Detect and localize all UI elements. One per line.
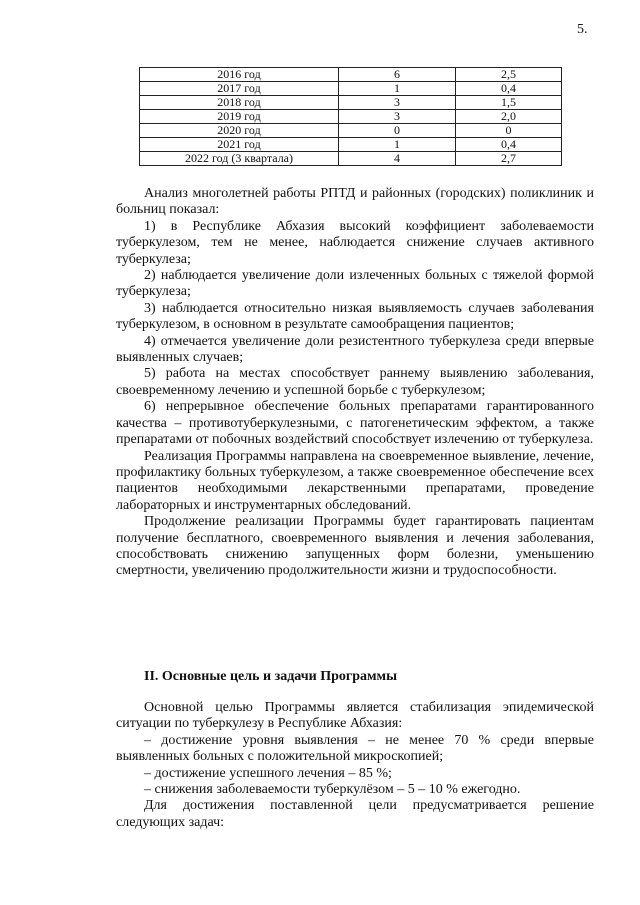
paragraph-tasks: Для достижения поставленной цели предусматривается решение следующих задач: xyxy=(116,798,594,830)
table-cell-count: 4 xyxy=(339,152,456,166)
paragraph-goal-1: – достижение уровня выявления – не менее 70 % среди впервые выявленных больных с положительной микроскопией; xyxy=(116,732,594,765)
table-cell-rate: 2,7 xyxy=(456,152,562,166)
statistics-table xyxy=(139,67,562,166)
table-cell-year: 2017 год xyxy=(140,82,339,96)
table-row xyxy=(140,96,562,110)
section-heading: II. Основные цель и задачи Программы xyxy=(144,669,398,684)
table-cell-year: 2016 год xyxy=(140,68,339,82)
paragraph-item-4: 4) отмечается увеличение доли резистентного туберкулеза среди впервые выявленных случаев; xyxy=(116,333,594,366)
section-2 xyxy=(116,669,594,685)
table-cell-rate: 0,4 xyxy=(456,138,562,152)
table-cell-count: 1 xyxy=(339,82,456,96)
table-cell-year: 2022 год (3 квартала) xyxy=(140,152,339,166)
table-row xyxy=(140,82,562,96)
paragraph-realization: Реализация Программы направлена на своевременное выявление, лечение, профилактику больных туберкулезом, а также своевременное обеспечение всех пациентов необходимыми лекарственными препаратами, проведение лабораторных и инструментарных обследований. xyxy=(116,448,594,513)
table-cell-count: 3 xyxy=(339,110,456,124)
goals-section xyxy=(116,700,594,831)
paragraph-goal-2: – достижение успешного лечения – 85 %; xyxy=(144,765,392,781)
table-cell-count: 3 xyxy=(339,96,456,110)
table-cell-rate: 0 xyxy=(456,124,562,138)
paragraph-continuation: Продолжение реализации Программы будет гарантировать пациентам получение бесплатного, своевременного выявления и лечения заболевания, способствовать снижению запущенных форм болезни, уменьшению смертности, увеличению продолжительности жизни и трудоспособности. xyxy=(116,514,594,579)
page-number: 5. xyxy=(577,22,588,37)
table-cell-year: 2018 год xyxy=(140,96,339,110)
paragraph-item-2: 2) наблюдается увеличение доли излеченных больных с тяжелой формой туберкулеза; xyxy=(116,268,594,300)
paragraph-item-1: 1) в Республике Абхазия высокий коэффициент заболеваемости туберкулезом, тем не менее, наблюдается снижение случаев активного туберкулеза; xyxy=(116,218,594,267)
paragraph-item-6: 6) непрерывное обеспечение больных препаратами гарантированного качества – противотуберкулезными, с патогенетическим эффектом, а также препаратами от побочных воздействий способствует излечению от туберкулеза. xyxy=(116,399,594,448)
table-cell-year: 2020 год xyxy=(140,124,339,138)
table-cell-count: 0 xyxy=(339,124,456,138)
paragraph-item-5: 5) работа на местах способствует раннему выявлению заболевания, своевременному лечению и успешной борьбе с туберкулезом; xyxy=(116,366,594,398)
paragraph-goal: Основной целью Программы является стабилизация эпидемической ситуации по туберкулезу в Республике Абхазия: xyxy=(116,700,594,732)
table-row xyxy=(140,152,562,166)
table-cell-count: 6 xyxy=(339,68,456,82)
paragraph-goal-3: – снижения заболеваемости туберкулёзом – 5 – 10 % ежегодно. xyxy=(144,782,521,798)
table-cell-rate: 2,5 xyxy=(456,68,562,82)
table-cell-rate: 2,0 xyxy=(456,110,562,124)
table-cell-rate: 1,5 xyxy=(456,96,562,110)
table-cell-count: 1 xyxy=(339,138,456,152)
table-row xyxy=(140,138,562,152)
table-cell-year: 2019 год xyxy=(140,110,339,124)
table-row xyxy=(140,110,562,124)
analysis-section xyxy=(116,186,594,580)
paragraph-analysis: Анализ многолетней работы РПТД и районных (городских) поликлиник и больниц показал: xyxy=(116,186,594,218)
table-row xyxy=(140,124,562,138)
table-cell-year: 2021 год xyxy=(140,138,339,152)
table-row xyxy=(140,68,562,82)
table-cell-rate: 0,4 xyxy=(456,82,562,96)
paragraph-item-3: 3) наблюдается относительно низкая выявляемость случаев заболевания туберкулезом, в основном в результате самообращения пациентов; xyxy=(116,300,594,333)
